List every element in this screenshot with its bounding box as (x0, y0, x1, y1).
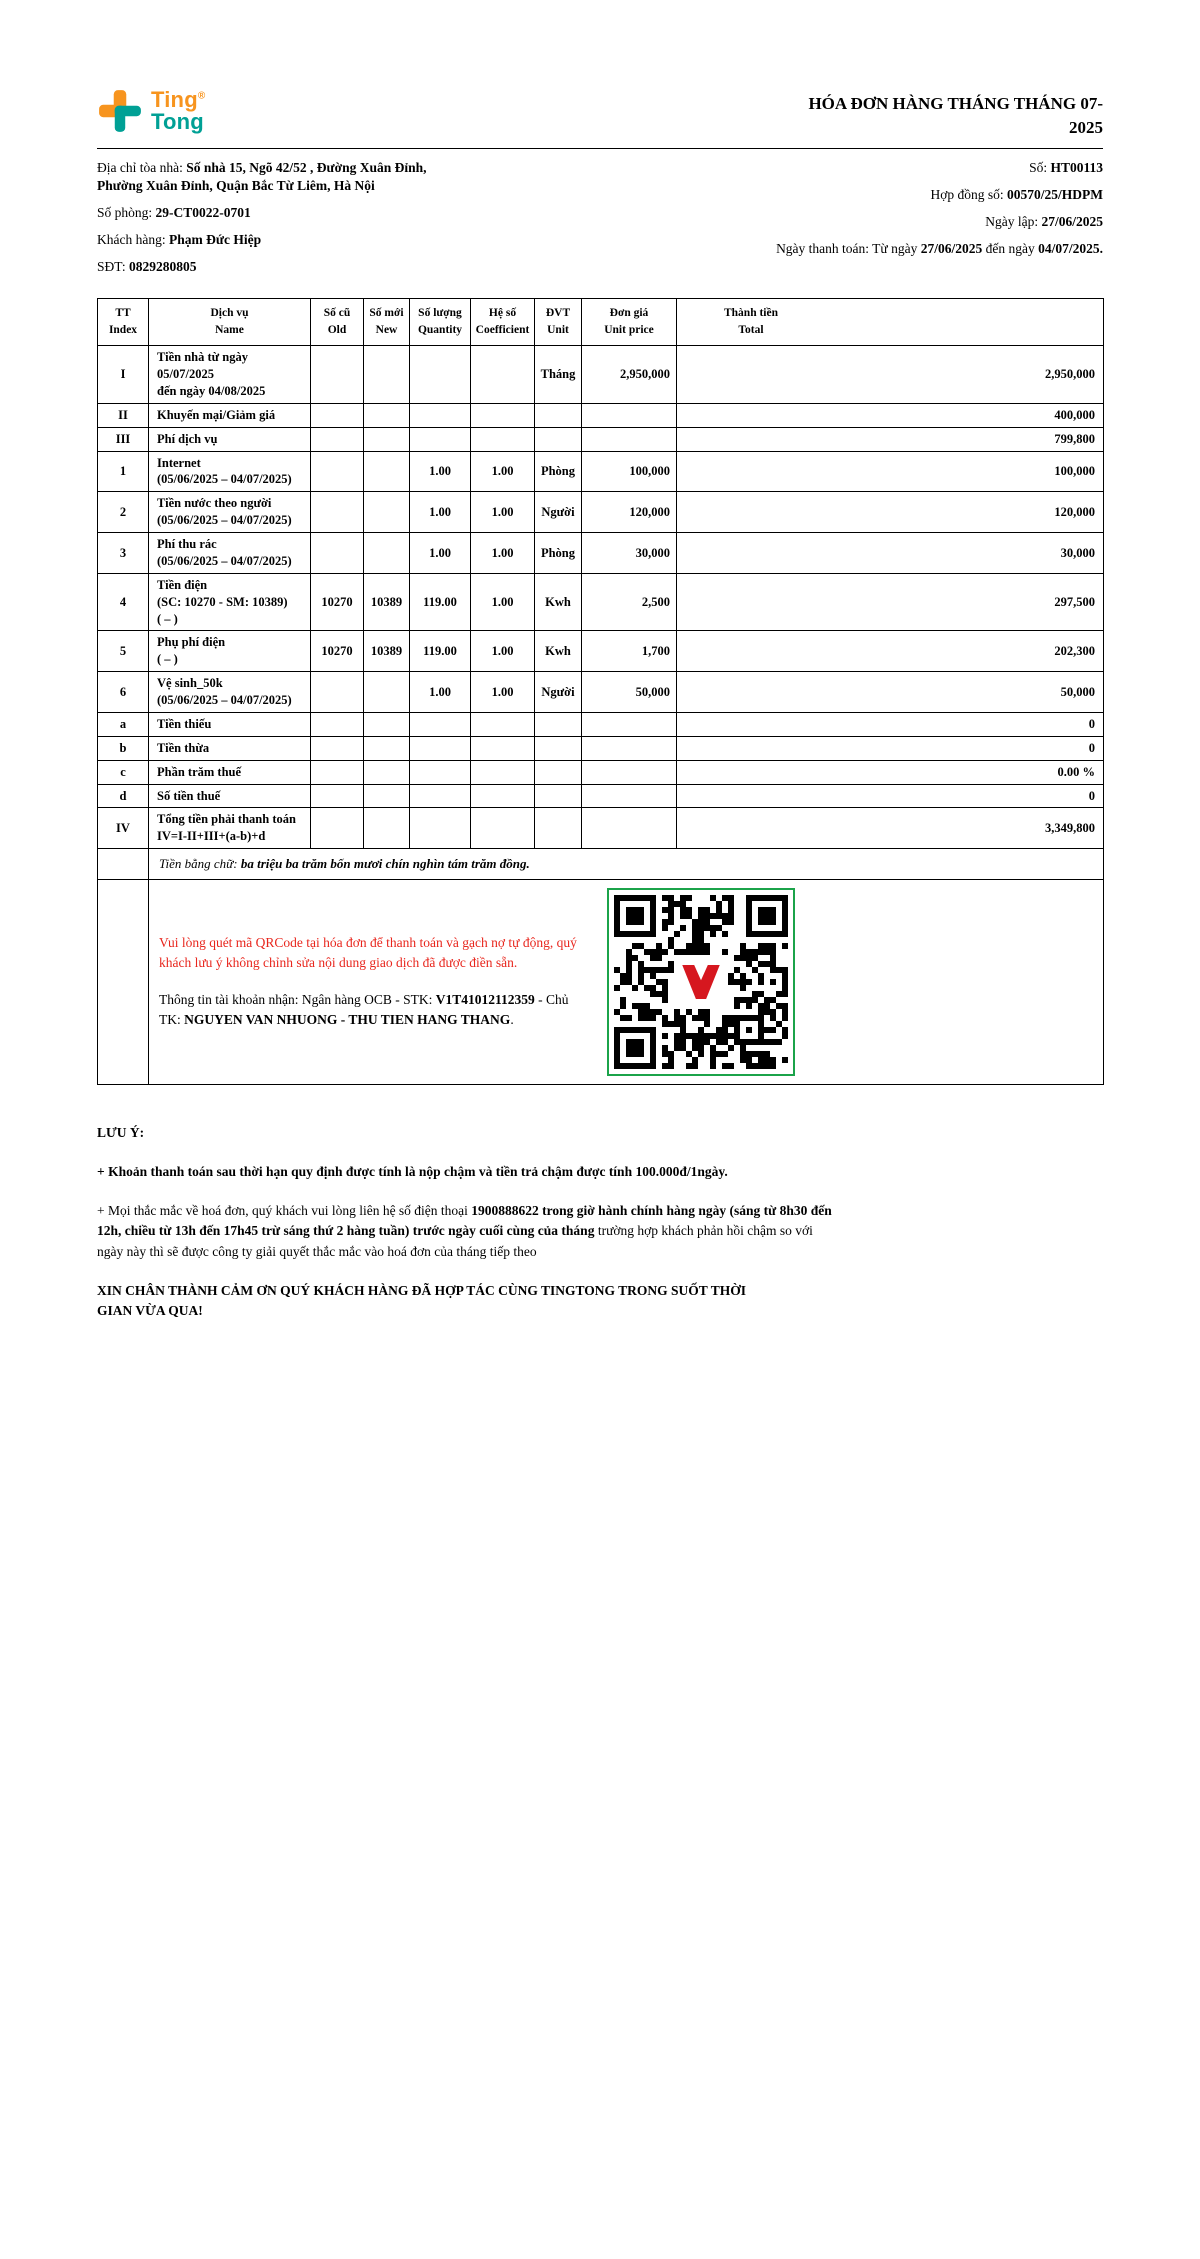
bank-account-mid: - Chủ TK: (159, 991, 569, 1027)
bank-account-prefix: Thông tin tài khoản nhận: Ngân hàng OCB - STK: (159, 991, 436, 1007)
building-address (97, 159, 469, 195)
header-divider (97, 148, 1103, 149)
cell-qty: 119.00 (410, 573, 471, 631)
service-row-c (98, 760, 1104, 784)
column-header-index: TT Index (98, 298, 149, 346)
invoice-info-right (776, 159, 1103, 286)
cell-old (311, 451, 364, 492)
cell-coef (471, 808, 535, 849)
contact-note-deadline: trước ngày cuối cùng của tháng (409, 1223, 598, 1239)
amount-words-value: ba triệu ba trăm bốn mươi chín nghìn tám trăm đồng. (240, 856, 530, 872)
cell-coef: 1.00 (471, 573, 535, 631)
cell-total: 2,950,000 (677, 346, 1104, 404)
cell-coef (471, 403, 535, 427)
cell-old: 10270 (311, 573, 364, 631)
cell-unit (535, 712, 582, 736)
cell-index: c (98, 760, 149, 784)
room-number-value: 29-CT0022-0701 (155, 205, 251, 221)
cell-price (582, 403, 677, 427)
contract-number-value: 00570/25/HDPM (1007, 186, 1103, 202)
cell-name: Phí dịch vụ (149, 427, 311, 451)
cell-new (364, 492, 410, 533)
cell-coef (471, 427, 535, 451)
contact-note-hotline: 1900888622 trong giờ hành chính hàng ngày (sáng từ 8h30 đến 12h, chiều từ 13h đến 17h45 trừ sáng thứ 2 hàng tuần) (97, 1203, 832, 1239)
cell-new (364, 808, 410, 849)
late-payment-note: + Khoản thanh toán sau thời hạn quy định được tính là nộp chậm và tiền trả chậm được tính 100.000đ/1ngày. (97, 1163, 728, 1179)
bank-account-info (159, 990, 591, 1031)
cell-qty: 1.00 (410, 672, 471, 713)
cell-qty (410, 736, 471, 760)
cell-qty (410, 427, 471, 451)
cell-qty (410, 808, 471, 849)
cell-old (311, 712, 364, 736)
contact-note-part1: + Mọi thắc mắc về hoá đơn, quý khách vui lòng liên hệ số điện thoại (97, 1203, 472, 1219)
cell-old (311, 346, 364, 404)
cell-unit (535, 808, 582, 849)
issue-date-label: Ngày lập: (985, 214, 1042, 230)
cell-total: 297,500 (677, 573, 1104, 631)
payment-qr-code (607, 888, 795, 1076)
customer-phone-value: 0829280805 (128, 259, 197, 275)
cell-price: 1,700 (582, 631, 677, 672)
cell-new (364, 427, 410, 451)
cell-new (364, 451, 410, 492)
cell-new (364, 672, 410, 713)
cell-qty: 1.00 (410, 533, 471, 574)
contact-note-part2: trường hợp khách phản hồi chậm so với ngày này thì sẽ được công ty giải quyết thắc mắc vào hoá đơn của tháng tiếp theo (97, 1223, 813, 1259)
cell-qty (410, 403, 471, 427)
tingtong-logo (97, 88, 205, 134)
building-address-label: Địa chỉ tòa nhà: (97, 159, 187, 175)
cell-qty (410, 712, 471, 736)
cell-old (311, 736, 364, 760)
cell-total: 0 (677, 736, 1104, 760)
bank-account-number: V1T41012112359 (435, 991, 535, 1007)
service-row-II (98, 403, 1104, 427)
cell-old (311, 403, 364, 427)
cell-old (311, 492, 364, 533)
cell-total: 0.00 % (677, 760, 1104, 784)
qr-payment-block (159, 888, 1093, 1076)
cell-coef (471, 784, 535, 808)
qr-instruction: Vui lòng quét mã QRCode tại hóa đơn để thanh toán và gạch nợ tự động, quý khách lưu ý không chỉnh sửa nội dung giao dịch đã được điền sẵn. (159, 935, 577, 971)
cell-name: Tiền điện (SC: 10270 - SM: 10389) ( – ) (149, 573, 311, 631)
cell-index: IV (98, 808, 149, 849)
amount-in-words-cell (149, 849, 1104, 880)
service-row-5 (98, 631, 1104, 672)
service-row-IV (98, 808, 1104, 849)
cell-total: 400,000 (677, 403, 1104, 427)
contract-number-label: Hợp đồng số: (930, 186, 1007, 202)
amount-in-words-text (159, 856, 530, 871)
cell-unit: Phòng (535, 451, 582, 492)
cell-total: 202,300 (677, 631, 1104, 672)
cell-old: 10270 (311, 631, 364, 672)
cell-price (582, 784, 677, 808)
bank-account-name: NGUYEN VAN NHUONG - THU TIEN HANG THANG (184, 1011, 511, 1027)
cell-old (311, 760, 364, 784)
page-title: HÓA ĐƠN HÀNG THÁNG THÁNG 07-2025 (808, 94, 1103, 137)
cell-unit (535, 760, 582, 784)
cell-new (364, 760, 410, 784)
column-header-coefficient: Hệ số Coefficient (471, 298, 535, 346)
cell-name: Tiền nhà từ ngày 05/07/2025 đến ngày 04/08/2025 (149, 346, 311, 404)
logo-tong: Tong (151, 109, 204, 134)
service-row-d (98, 784, 1104, 808)
cell-new (364, 346, 410, 404)
cell-qty: 1.00 (410, 451, 471, 492)
cell-price: 100,000 (582, 451, 677, 492)
column-header-total: Thành tiền Total (677, 298, 1104, 346)
cell-price: 2,950,000 (582, 346, 677, 404)
cell-new (364, 533, 410, 574)
cell-price (582, 736, 677, 760)
cell-price (582, 808, 677, 849)
customer-phone (97, 258, 469, 276)
invoice-number-label: Số: (1029, 159, 1051, 175)
payment-period-mid: đến ngày (982, 241, 1039, 257)
column-header-unit-price: Đơn giá Unit price (582, 298, 677, 346)
cell-coef: 1.00 (471, 672, 535, 713)
room-number (97, 204, 469, 222)
column-header-name: Dịch vụ Name (149, 298, 311, 346)
cell-unit: Kwh (535, 631, 582, 672)
cell-new (364, 736, 410, 760)
cell-unit: Người (535, 672, 582, 713)
tingtong-logo-icon (97, 88, 143, 134)
contract-number (776, 186, 1103, 204)
service-row-III (98, 427, 1104, 451)
cell-empty (98, 879, 149, 1084)
service-row-I (98, 346, 1104, 404)
cell-coef (471, 736, 535, 760)
cell-new (364, 403, 410, 427)
issue-date-value: 27/06/2025 (1041, 214, 1103, 230)
cell-coef: 1.00 (471, 533, 535, 574)
registered-mark: ® (197, 90, 206, 102)
cell-coef (471, 760, 535, 784)
contact-note (97, 1201, 837, 1262)
building-address-value: Số nhà 15, Ngõ 42/52 , Đường Xuân Đỉnh, Phường Xuân Đỉnh, Quận Bắc Từ Liêm, Hà Nội (97, 159, 427, 193)
cell-name: Tổng tiền phải thanh toán IV=I-II+III+(a-b)+d (149, 808, 311, 849)
cell-coef: 1.00 (471, 492, 535, 533)
logo-ting: Ting (151, 86, 198, 112)
cell-total: 3,349,800 (677, 808, 1104, 849)
cell-price (582, 427, 677, 451)
cell-name: Phí thu rác (05/06/2025 – 04/07/2025) (149, 533, 311, 574)
cell-index: III (98, 427, 149, 451)
table-header-row (98, 298, 1104, 346)
column-header-unit: ĐVT Unit (535, 298, 582, 346)
qr-payment-text (159, 933, 591, 1030)
cell-old (311, 784, 364, 808)
vietqr-v-icon (674, 955, 728, 1009)
cell-old (311, 533, 364, 574)
cell-coef (471, 712, 535, 736)
cell-unit (535, 403, 582, 427)
qr-payment-cell (149, 879, 1104, 1084)
payment-period-from: 27/06/2025 (920, 241, 983, 257)
invoice-table-body (98, 346, 1104, 849)
cell-index: 5 (98, 631, 149, 672)
cell-index: 6 (98, 672, 149, 713)
cell-new: 10389 (364, 631, 410, 672)
service-row-1 (98, 451, 1104, 492)
service-row-b (98, 736, 1104, 760)
cell-qty: 119.00 (410, 631, 471, 672)
invoice-number-value: HT00113 (1050, 159, 1103, 175)
cell-total: 0 (677, 712, 1104, 736)
notice-title: LƯU Ý: (97, 1124, 145, 1140)
cell-index: b (98, 736, 149, 760)
cell-index: 1 (98, 451, 149, 492)
payment-period-prefix: Ngày thanh toán: Từ ngày (776, 241, 921, 257)
bank-account-suffix: . (510, 1011, 514, 1027)
cell-index: 4 (98, 573, 149, 631)
cell-unit (535, 736, 582, 760)
cell-name: Tiền thừa (149, 736, 311, 760)
cell-name: Vệ sinh_50k (05/06/2025 – 04/07/2025) (149, 672, 311, 713)
invoice-table (97, 298, 1104, 1085)
cell-name: Số tiền thuế (149, 784, 311, 808)
cell-empty (98, 849, 149, 880)
cell-new (364, 784, 410, 808)
cell-name: Tiền nước theo người (05/06/2025 – 04/07/2025) (149, 492, 311, 533)
service-row-4 (98, 573, 1104, 631)
invoice-number (776, 159, 1103, 177)
cell-unit: Phòng (535, 533, 582, 574)
cell-old (311, 672, 364, 713)
cell-total: 120,000 (677, 492, 1104, 533)
cell-coef (471, 346, 535, 404)
column-header-quantity: Số lượng Quantity (410, 298, 471, 346)
cell-old (311, 808, 364, 849)
issue-date (776, 213, 1103, 231)
cell-unit: Người (535, 492, 582, 533)
cell-total: 30,000 (677, 533, 1104, 574)
cell-old (311, 427, 364, 451)
amount-in-words-row (98, 849, 1104, 880)
cell-unit: Kwh (535, 573, 582, 631)
column-header-new: Số mới New (364, 298, 410, 346)
cell-name: Phần trăm thuế (149, 760, 311, 784)
cell-unit: Tháng (535, 346, 582, 404)
cell-new: 10389 (364, 573, 410, 631)
cell-unit (535, 427, 582, 451)
tingtong-logo-text (151, 86, 206, 134)
invoice-footer (97, 1123, 1103, 1322)
cell-price: 30,000 (582, 533, 677, 574)
cell-price (582, 760, 677, 784)
qr-row (98, 879, 1104, 1084)
cell-index: 2 (98, 492, 149, 533)
cell-price (582, 712, 677, 736)
customer-phone-label: SĐT: (97, 259, 129, 275)
cell-coef: 1.00 (471, 451, 535, 492)
cell-qty: 1.00 (410, 492, 471, 533)
cell-new (364, 712, 410, 736)
room-number-label: Số phòng: (97, 205, 156, 221)
cell-price: 120,000 (582, 492, 677, 533)
cell-price: 50,000 (582, 672, 677, 713)
cell-total: 0 (677, 784, 1104, 808)
cell-index: 3 (98, 533, 149, 574)
cell-index: II (98, 403, 149, 427)
cell-name: Internet (05/06/2025 – 04/07/2025) (149, 451, 311, 492)
column-header-old: Số cũ Old (311, 298, 364, 346)
cell-qty (410, 784, 471, 808)
invoice-table-footer (98, 849, 1104, 1085)
payment-period-to: 04/07/2025. (1038, 241, 1103, 257)
customer-name-label: Khách hàng: (97, 232, 169, 248)
logo-ting-line (151, 86, 206, 112)
cell-index: a (98, 712, 149, 736)
cell-total: 50,000 (677, 672, 1104, 713)
service-row-6 (98, 672, 1104, 713)
payment-period (776, 240, 1103, 258)
thanks-message: XIN CHÂN THÀNH CẢM ƠN QUÝ KHÁCH HÀNG ĐÃ HỢP TÁC CÙNG TINGTONG TRONG SUỐT THỜI GIAN VỪA QUA! (97, 1282, 746, 1319)
amount-words-label: Tiền bằng chữ: (159, 856, 241, 872)
cell-total: 799,800 (677, 427, 1104, 451)
cell-index: d (98, 784, 149, 808)
cell-index: I (98, 346, 149, 404)
cell-qty (410, 346, 471, 404)
cell-name: Tiền thiếu (149, 712, 311, 736)
cell-name: Phụ phí điện ( – ) (149, 631, 311, 672)
cell-price: 2,500 (582, 573, 677, 631)
invoice-info (97, 159, 1103, 286)
customer-name-value: Phạm Đức Hiệp (168, 232, 262, 248)
cell-total: 100,000 (677, 451, 1104, 492)
invoice-header (97, 88, 1103, 140)
invoice-info-left (97, 159, 469, 286)
service-row-2 (98, 492, 1104, 533)
cell-qty (410, 760, 471, 784)
service-row-a (98, 712, 1104, 736)
customer-name (97, 231, 469, 249)
cell-coef: 1.00 (471, 631, 535, 672)
cell-unit (535, 784, 582, 808)
cell-name: Khuyến mại/Giảm giá (149, 403, 311, 427)
service-row-3 (98, 533, 1104, 574)
